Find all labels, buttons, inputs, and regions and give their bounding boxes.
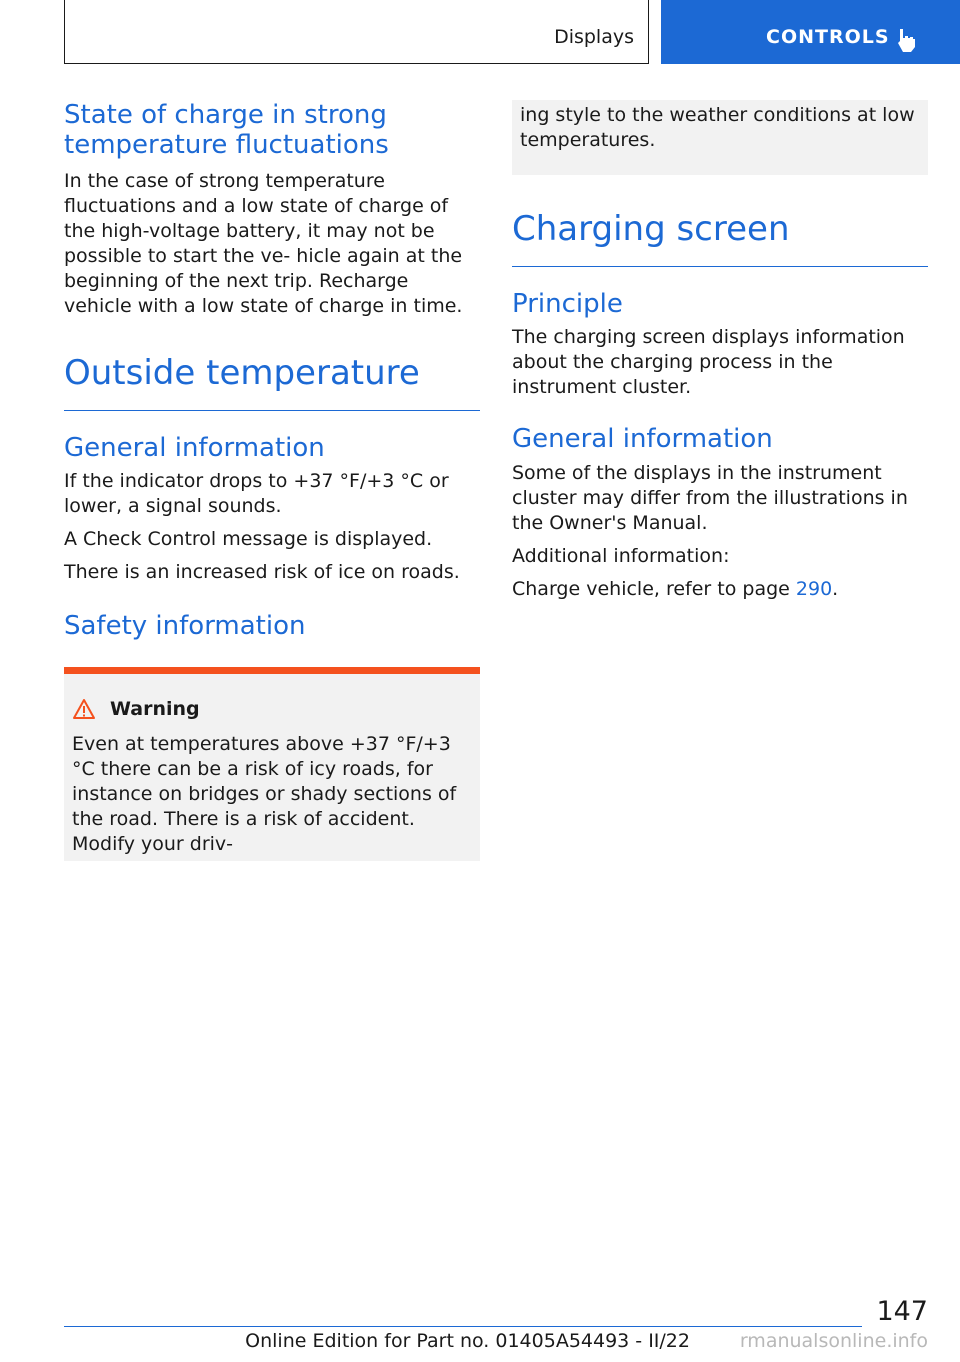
general-info-p2: A Check Control message is displayed. — [64, 528, 433, 551]
footer-watermark: rmanualsonline.info — [739, 1330, 928, 1352]
footer-divider — [64, 1326, 862, 1327]
left-column — [64, 100, 480, 861]
header-chapter-tab[interactable] — [661, 0, 960, 64]
soc-text: In the case of strong temperature fluctuations and a low state of charge of the high-voltage battery, it may not be possible to start the ve‐ hicle again at the beginning of the next trip. Recharge vehicle with a low state of charge in time. — [64, 169, 463, 317]
right-column — [512, 100, 928, 610]
safety-info-heading: Safety information — [64, 611, 306, 642]
warning-box-continued — [512, 100, 928, 175]
general-info-right-p1: Some of the displays in the instrument cluster may differ from the illustrations in the Owner's Manual. — [512, 461, 908, 534]
soc-heading: State of charge in strong temperature fluctuations — [64, 100, 389, 161]
warning-triangle-icon — [72, 698, 96, 720]
outside-temperature-title: Outside temperature — [64, 353, 480, 411]
general-info-p3: There is an increased risk of ice on roads. — [64, 561, 460, 584]
principle-heading: Principle — [512, 288, 623, 319]
general-info-p1: If the indicator drops to +37 °F/+3 °C or lower, a signal sounds. — [64, 470, 449, 518]
warning-text: Even at temperatures above +37 °F/+3 °C there can be a risk of icy roads, for instance on bridges or shady sections of the road. There is a risk of accident. Modify your driv‐ — [72, 733, 457, 856]
principle-text: The charging screen displays information about the charging process in the instrument cluster. — [512, 326, 905, 399]
header-chapter-title: CONTROLS — [766, 26, 890, 48]
header-section-box — [64, 0, 649, 64]
charge-vehicle-ref: Charge vehicle, refer to page 290. — [512, 577, 839, 600]
warning-title-row — [72, 698, 472, 720]
charging-screen-title: Charging screen — [512, 209, 928, 267]
page-link-290[interactable]: 290 — [795, 577, 833, 600]
warning-text-continued: ing style to the weather conditions at low temperatures. — [520, 104, 915, 151]
footer-edition-text: Online Edition for Part no. 01405A54493 - II/22 — [245, 1330, 690, 1352]
page-number: 147 — [876, 1296, 928, 1327]
general-info-right-p2: Additional information: — [512, 544, 730, 567]
general-info-heading-right: General information — [512, 424, 773, 455]
warning-title: Warning — [110, 698, 200, 721]
pointing-hand-icon — [896, 27, 918, 53]
header-section-title: Displays — [554, 26, 634, 48]
warning-box — [64, 667, 480, 861]
general-info-heading: General information — [64, 432, 325, 463]
